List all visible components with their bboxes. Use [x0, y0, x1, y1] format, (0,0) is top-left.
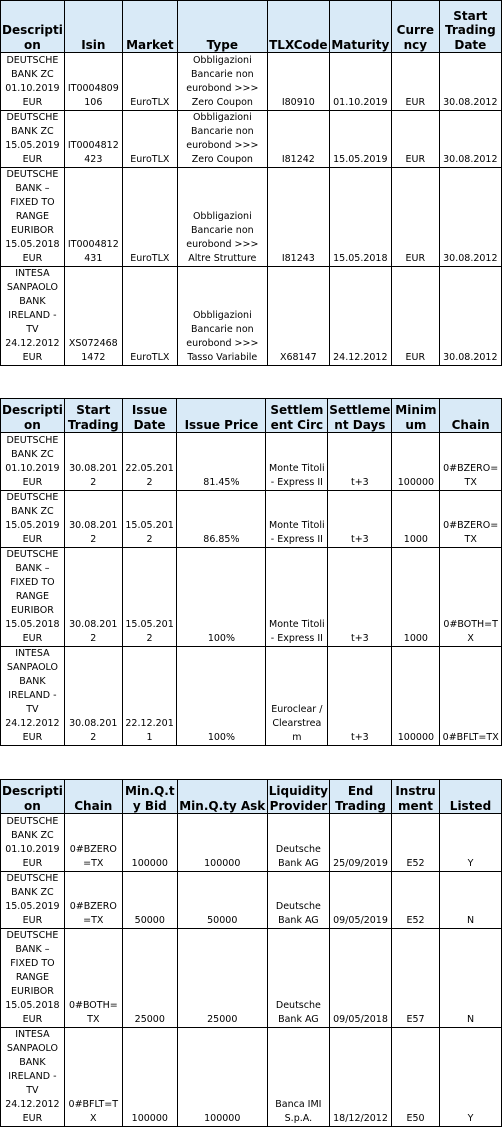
- table-cell: 18/12/2012: [330, 1028, 392, 1127]
- table-cell: E50: [392, 1028, 440, 1127]
- table-cell: 09/05/2019: [330, 872, 392, 929]
- table-cell: t+3: [328, 548, 392, 647]
- column-header: Type: [177, 1, 267, 53]
- column-header: Descripti on: [1, 780, 65, 814]
- table-cell: 100000: [392, 647, 440, 746]
- table-cell: DEUTSCHE BANK ZC 01.10.2019 EUR: [1, 53, 65, 111]
- table-cell: Monte Titoli - Express II: [266, 491, 328, 548]
- table-cell: 30.08.201 2: [64, 647, 122, 746]
- table-cell: X68147: [267, 267, 329, 366]
- column-header: Chain: [64, 780, 122, 814]
- column-header: Instru ment: [392, 780, 440, 814]
- table-cell: 100000: [122, 814, 177, 872]
- table-cell: Obbligazioni Bancarie non eurobond >>> Zero Coupon: [177, 53, 267, 111]
- table-cell: IT0004812 423: [64, 111, 122, 168]
- table-cell: DEUTSCHE BANK – FIXED TO RANGE EURIBOR 15.05.2018 EUR: [1, 548, 65, 647]
- table-cell: IT0004812 431: [64, 168, 122, 267]
- table-cell: 0#BOTH=T X: [440, 548, 502, 647]
- table-cell: 15.05.2018: [329, 168, 391, 267]
- table-cell: EUR: [391, 267, 439, 366]
- table-row: [1, 267, 502, 366]
- table-cell: 1000: [392, 548, 440, 647]
- table-cell: 100%: [177, 548, 266, 647]
- table-cell: 30.08.2012: [439, 111, 501, 168]
- table-cell: 81.45%: [177, 433, 266, 491]
- table-cell: 0#BFLT=T X: [64, 1028, 122, 1127]
- column-header: Liquidity Provider: [267, 780, 329, 814]
- table-cell: 25/09/2019: [330, 814, 392, 872]
- table-cell: 100000: [177, 814, 267, 872]
- table-cell: EuroTLX: [122, 168, 177, 267]
- table-cell: DEUTSCHE BANK – FIXED TO RANGE EURIBOR 15.05.2018 EUR: [1, 929, 65, 1028]
- table-cell: Y: [439, 814, 501, 872]
- table-cell: DEUTSCHE BANK ZC 15.05.2019 EUR: [1, 111, 65, 168]
- table-cell: 1000: [392, 491, 440, 548]
- column-header: Minim um: [392, 399, 440, 433]
- table-cell: EUR: [391, 168, 439, 267]
- table-cell: 22.05.201 2: [122, 433, 177, 491]
- table-cell: INTESA SANPAOLO BANK IRELAND - TV 24.12.2012 EUR: [1, 647, 65, 746]
- table-cell: 50000: [177, 872, 267, 929]
- column-header: Issue Price: [177, 399, 266, 433]
- table-cell: 0#BZERO= TX: [440, 491, 502, 548]
- table-cell: EUR: [391, 53, 439, 111]
- table-cell: Deutsche Bank AG: [267, 872, 329, 929]
- instrument-info-table: [0, 0, 502, 366]
- column-header: Descripti on: [1, 1, 65, 53]
- header-row: [1, 1, 502, 53]
- column-header: TLXCode: [267, 1, 329, 53]
- table-cell: 0#BZERO =TX: [64, 814, 122, 872]
- table-cell: EuroTLX: [122, 267, 177, 366]
- column-header: Curre ncy: [391, 1, 439, 53]
- table-cell: 25000: [122, 929, 177, 1028]
- table-cell: EuroTLX: [122, 53, 177, 111]
- table-cell: EuroTLX: [122, 111, 177, 168]
- header-row: [1, 780, 502, 814]
- table-cell: Monte Titoli - Express II: [266, 548, 328, 647]
- header-row: [1, 399, 502, 433]
- table-cell: t+3: [328, 433, 392, 491]
- table-row: [1, 929, 502, 1028]
- table-cell: 22.12.201 1: [122, 647, 177, 746]
- table-cell: t+3: [328, 647, 392, 746]
- table-cell: Deutsche Bank AG: [267, 814, 329, 872]
- column-header: Start Trading: [64, 399, 122, 433]
- table-row: [1, 53, 502, 111]
- column-header: End Trading: [330, 780, 392, 814]
- table-cell: DEUTSCHE BANK – FIXED TO RANGE EURIBOR 15.05.2018 EUR: [1, 168, 65, 267]
- table-cell: 100000: [122, 1028, 177, 1127]
- table-row: [1, 433, 502, 491]
- table-cell: Y: [439, 1028, 501, 1127]
- column-header: Start Trading Date: [439, 1, 501, 53]
- column-header: Min.Q.ty Ask: [177, 780, 267, 814]
- table-cell: 30.08.2012: [439, 53, 501, 111]
- table-cell: E57: [392, 929, 440, 1028]
- table-cell: DEUTSCHE BANK ZC 15.05.2019 EUR: [1, 872, 65, 929]
- table-cell: Obbligazioni Bancarie non eurobond >>> Altre Strutture: [177, 168, 267, 267]
- column-header: Min.Q.t y Bid: [122, 780, 177, 814]
- table-cell: E52: [392, 872, 440, 929]
- table-cell: 15.05.2019: [329, 111, 391, 168]
- table-cell: Obbligazioni Bancarie non eurobond >>> Tasso Variabile: [177, 267, 267, 366]
- table-cell: 0#BZERO =TX: [64, 872, 122, 929]
- table-cell: XS072468 1472: [64, 267, 122, 366]
- table-row: [1, 1028, 502, 1127]
- table-cell: 30.08.201 2: [64, 548, 122, 647]
- table-cell: INTESA SANPAOLO BANK IRELAND - TV 24.12.2012 EUR: [1, 267, 65, 366]
- table-cell: Deutsche Bank AG: [267, 929, 329, 1028]
- table-cell: I81242: [267, 111, 329, 168]
- table-cell: 09/05/2018: [330, 929, 392, 1028]
- table-cell: 15.05.201 2: [122, 548, 177, 647]
- table-cell: DEUTSCHE BANK ZC 01.10.2019 EUR: [1, 433, 65, 491]
- table-cell: 0#BFLT=TX: [440, 647, 502, 746]
- table-cell: 100%: [177, 647, 266, 746]
- column-header: Settleme nt Days: [328, 399, 392, 433]
- column-header: Chain: [440, 399, 502, 433]
- table-cell: I81243: [267, 168, 329, 267]
- table-cell: N: [439, 872, 501, 929]
- table-row: [1, 491, 502, 548]
- column-header: Settlem ent Circ: [266, 399, 328, 433]
- table-row: [1, 872, 502, 929]
- table-cell: Banca IMI S.p.A.: [267, 1028, 329, 1127]
- trading-info-table: [0, 398, 502, 746]
- column-header: Maturity: [329, 1, 391, 53]
- table-cell: E52: [392, 814, 440, 872]
- column-header: Descripti on: [1, 399, 65, 433]
- table-cell: Euroclear / Clearstrea m: [266, 647, 328, 746]
- table-cell: DEUTSCHE BANK ZC 01.10.2019 EUR: [1, 814, 65, 872]
- table-cell: 24.12.2012: [329, 267, 391, 366]
- table-row: [1, 168, 502, 267]
- table-row: [1, 647, 502, 746]
- column-header: Listed: [439, 780, 501, 814]
- table-cell: I80910: [267, 53, 329, 111]
- table-cell: 30.08.201 2: [64, 433, 122, 491]
- table-row: [1, 111, 502, 168]
- liquidity-info-table: [0, 779, 502, 1127]
- table-cell: N: [439, 929, 501, 1028]
- table-cell: INTESA SANPAOLO BANK IRELAND - TV 24.12.2012 EUR: [1, 1028, 65, 1127]
- table-cell: 100000: [392, 433, 440, 491]
- table-cell: 0#BZERO= TX: [440, 433, 502, 491]
- table-cell: Monte Titoli - Express II: [266, 433, 328, 491]
- table-cell: 86.85%: [177, 491, 266, 548]
- table-cell: 25000: [177, 929, 267, 1028]
- table-cell: 100000: [177, 1028, 267, 1127]
- table-cell: Obbligazioni Bancarie non eurobond >>> Zero Coupon: [177, 111, 267, 168]
- table-row: [1, 814, 502, 872]
- table-cell: 15.05.201 2: [122, 491, 177, 548]
- table-cell: EUR: [391, 111, 439, 168]
- table-cell: DEUTSCHE BANK ZC 15.05.2019 EUR: [1, 491, 65, 548]
- table-cell: 30.08.2012: [439, 267, 501, 366]
- column-header: Issue Date: [122, 399, 177, 433]
- table-row: [1, 548, 502, 647]
- table-cell: 30.08.2012: [439, 168, 501, 267]
- table-cell: 50000: [122, 872, 177, 929]
- table-cell: t+3: [328, 491, 392, 548]
- table-cell: 0#BOTH= TX: [64, 929, 122, 1028]
- column-header: Market: [122, 1, 177, 53]
- table-cell: IT0004809 106: [64, 53, 122, 111]
- table-cell: 01.10.2019: [329, 53, 391, 111]
- table-cell: 30.08.201 2: [64, 491, 122, 548]
- column-header: Isin: [64, 1, 122, 53]
